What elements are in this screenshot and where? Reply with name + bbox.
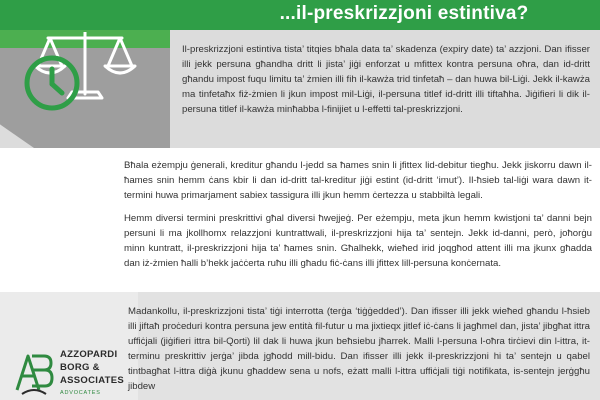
clock-icon — [22, 53, 82, 113]
definition-text: Il-preskrizzjoni estintiva tista’ titqies bħala data ta’ skadenza (expiry date) ta’ azzjoni. Dan ifisser illi jekk persuna għandha dritt li jista’ jiġi enforzat u mfittex kontra persuna oħra, dan id-dritt għandu impost fuqu limitu ta’ żmien illi fih il-kawża trid tinfetaħ – dan huwa bil-Liġi. Jekk il-kawża ma tinfetaħx fiż-żmien li jkun impost mil-Liġi, il-persuna titlef id-dritt illi tiftaħha. Jiġifieri li dik il-persuna titlef il-kawża minħabba l-finijiet u l-effetti tal-preskrizzjoni. — [182, 44, 590, 116]
logo-subtitle: ADVOCATES — [60, 390, 101, 396]
logo-line-associates: ASSOCIATES — [60, 375, 125, 386]
diverse-terms-text: Hemm diversi termini preskrittivi għal diversi ħwejjeġ. Per eżempju, meta jkun hemm kwistjoni ta’ danni bejn persuni li ma jkollhomx relazzjoni kuntrattwali, il-preskrizzjoni hija ta’ sentejn. Jekk id-danni, però, joħorġu minn kuntratt, il-preskrizzjoni hija ta’ ħames snin. Għalhekk, wieħed irid joqgħod attent illi ma jkunx għadda dan iż-żmien ħalli b’hekk jaċċerta ruħu illi għadu fiċ-ċans illi jfittex lill-persuna konċernata. — [124, 213, 592, 270]
logo-line-borg: BORG & — [60, 362, 100, 373]
page-title: ...il-preskrizzjoni estintiva? — [279, 3, 529, 24]
firm-logo — [10, 346, 140, 400]
example-text: Bħala eżempju ġenerali, kreditur għandu l-jedd sa ħames snin li jfittex lid-debitur tiegħu. Jekk jiskorru dawn il-ħames snin hemm ċans kbir li dan id-dritt tal-kreditur jiġi estint (id-dritt ‘imut’). Il-ħsieb tal-liġi wara dawn it-termini huwa primarjament sabiex tassigura illi jkun hemm ċertezza u stabbiltà legali. — [124, 160, 592, 202]
header-band — [0, 0, 600, 30]
interruption-text: Madankollu, il-preskrizzjoni tista’ tiġi interrotta (terġa ‘tiġġedded’). Dan ifisser illi jekk wieħed għandu l-ħsieb illi jiftaħ proċeduri kontra persuna jew entità fil-futur u ma jixtieqx jitlef iċ-ċans li jagħmel dan, jista’ jibgħat ittra uffiċjali (jiġifieri ittra bil-Qorti) lil dak li huwa jkun beħsiebu jħarrek. Malli l-persuna l-oħra tirċievi din l-ittra, it-terminu preskrittiv jerġa’ jibda jgħodd mill-bidu. Dan ifisser illi jekk il-preskrizzjoni hi ta’ sentejn u qabel tintbagħat l-ittra diġà jkunu għaddew sena u nofs, eżatt malli l-ittra uffiċjali tiġi notifikata, is-sentejn jerġgħu jibdew — [128, 306, 590, 393]
firm-monogram-icon — [14, 350, 54, 396]
logo-line-azzopardi: AZZOPARDI — [60, 349, 118, 360]
